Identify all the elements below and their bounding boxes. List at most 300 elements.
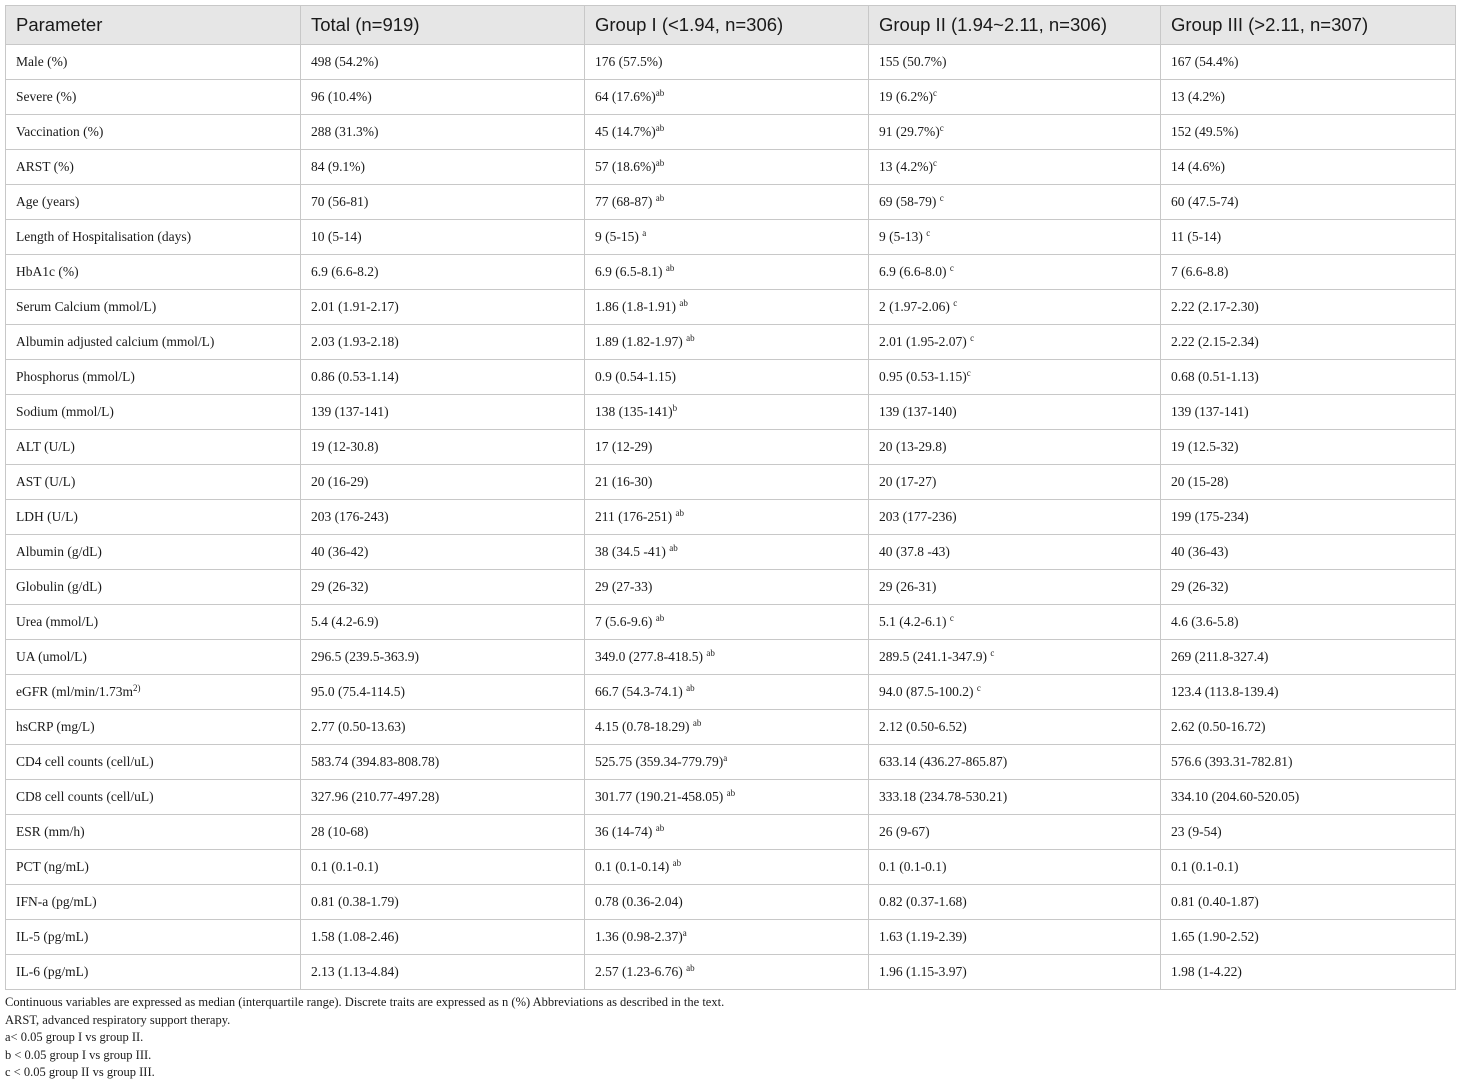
cell-parameter-value: ESR (mm/h): [16, 824, 85, 839]
cell-group-1-value: 349.0 (277.8-418.5): [595, 649, 707, 664]
cell-parameter-value: Phosphorus (mmol/L): [16, 369, 135, 384]
cell-group-3-value: 19 (12.5-32): [1171, 439, 1239, 454]
table-row: [6, 45, 1456, 80]
cell-group-1: [585, 185, 869, 220]
significance-marker: c: [949, 263, 954, 273]
cell-group-2-value: 20 (17-27): [879, 474, 937, 489]
significance-marker: c: [970, 333, 975, 343]
cell-group-1: [585, 885, 869, 920]
cell-group-3: [1161, 710, 1456, 745]
cell-parameter-value: UA (umol/L): [16, 649, 87, 664]
significance-marker: ab: [655, 123, 665, 133]
cell-group-1-value: 1.86 (1.8-1.91): [595, 299, 680, 314]
cell-total: [301, 850, 585, 885]
cell-group-1-value: 211 (176-251): [595, 509, 676, 524]
significance-marker: ab: [692, 718, 702, 728]
cell-group-3-value: 123.4 (113.8-139.4): [1171, 684, 1279, 699]
cell-group-2: [869, 150, 1161, 185]
cell-parameter: [6, 290, 301, 325]
header-group-3: Group III (>2.11, n=307): [1161, 6, 1456, 45]
cell-total-value: 2.03 (1.93-2.18): [311, 334, 399, 349]
cell-group-1-value: 4.15 (0.78-18.29): [595, 719, 693, 734]
cell-parameter-value: eGFR (ml/min/1.73m: [16, 684, 134, 699]
cell-group-1: [585, 500, 869, 535]
cell-group-2-value: 0.82 (0.37-1.68): [879, 894, 967, 909]
cell-total-value: 10 (5-14): [311, 229, 362, 244]
cell-total-value: 2.77 (0.50-13.63): [311, 719, 406, 734]
cell-group-2-value: 2.01 (1.95-2.07): [879, 334, 971, 349]
cell-group-2: [869, 535, 1161, 570]
cell-group-2: [869, 185, 1161, 220]
cell-group-1: [585, 675, 869, 710]
cell-group-3-value: 23 (9-54): [1171, 824, 1222, 839]
cell-group-3: [1161, 290, 1456, 325]
cell-group-2-value: 203 (177-236): [879, 509, 957, 524]
header-row: [6, 6, 1456, 45]
cell-total-value: 327.96 (210.77-497.28): [311, 789, 440, 804]
cell-group-1: [585, 465, 869, 500]
significance-marker: ab: [665, 263, 675, 273]
cell-group-3-value: 40 (36-43): [1171, 544, 1229, 559]
cell-parameter: [6, 570, 301, 605]
cell-group-3: [1161, 360, 1456, 395]
cell-parameter: [6, 80, 301, 115]
cell-group-3-value: 0.68 (0.51-1.13): [1171, 369, 1259, 384]
cell-group-3: [1161, 115, 1456, 150]
cell-group-3: [1161, 535, 1456, 570]
cell-group-3: [1161, 500, 1456, 535]
cell-total-value: 2.01 (1.91-2.17): [311, 299, 399, 314]
table-row: [6, 80, 1456, 115]
table-row: [6, 360, 1456, 395]
cell-group-2-value: 29 (26-31): [879, 579, 937, 594]
cell-total: [301, 885, 585, 920]
cell-parameter-value: Serum Calcium (mmol/L): [16, 299, 157, 314]
cell-group-3-value: 20 (15-28): [1171, 474, 1229, 489]
cell-parameter: [6, 815, 301, 850]
cell-group-3-value: 0.1 (0.1-0.1): [1171, 859, 1239, 874]
cell-total: [301, 920, 585, 955]
table-row: [6, 920, 1456, 955]
significance-marker: ab: [686, 333, 695, 343]
cell-group-3-value: 269 (211.8-327.4): [1171, 649, 1269, 664]
cell-group-2: [869, 815, 1161, 850]
cell-group-2-value: 20 (13-29.8): [879, 439, 947, 454]
cell-total: [301, 150, 585, 185]
cell-group-3: [1161, 640, 1456, 675]
significance-marker: c: [933, 158, 937, 168]
cell-group-1-value: 21 (16-30): [595, 474, 653, 489]
table-row: [6, 885, 1456, 920]
cell-group-3: [1161, 675, 1456, 710]
cell-group-2-value: 0.1 (0.1-0.1): [879, 859, 947, 874]
cell-group-1: [585, 290, 869, 325]
significance-marker: c: [926, 228, 931, 238]
cell-group-2-value: 1.63 (1.19-2.39): [879, 929, 967, 944]
cell-parameter: [6, 745, 301, 780]
cell-total: [301, 395, 585, 430]
cell-group-3: [1161, 150, 1456, 185]
cell-total-value: 0.81 (0.38-1.79): [311, 894, 399, 909]
significance-marker: c: [939, 123, 944, 133]
significance-marker: c: [939, 193, 944, 203]
cell-group-2-value: 13 (4.2%): [879, 159, 933, 174]
cell-group-1-value: 77 (68-87): [595, 194, 656, 209]
cell-group-1: [585, 430, 869, 465]
cell-group-2: [869, 430, 1161, 465]
cell-parameter-value: LDH (U/L): [16, 509, 78, 524]
cell-parameter-value: CD8 cell counts (cell/uL): [16, 789, 154, 804]
cell-group-2: [869, 605, 1161, 640]
cell-parameter-value: Albumin (g/dL): [16, 544, 102, 559]
cell-group-3: [1161, 920, 1456, 955]
cell-group-3: [1161, 185, 1456, 220]
cell-total-value: 583.74 (394.83-808.78): [311, 754, 440, 769]
significance-marker: ab: [706, 648, 715, 658]
cell-group-2-value: 69 (58-79): [879, 194, 940, 209]
cell-parameter: [6, 850, 301, 885]
cell-total-value: 40 (36-42): [311, 544, 369, 559]
cell-parameter: [6, 605, 301, 640]
cell-group-3-value: 2.62 (0.50-16.72): [1171, 719, 1266, 734]
table-row: [6, 290, 1456, 325]
table-row: [6, 500, 1456, 535]
cell-parameter-value: PCT (ng/mL): [16, 859, 89, 874]
cell-group-1-value: 7 (5.6-9.6): [595, 614, 656, 629]
cell-total-value: 29 (26-32): [311, 579, 369, 594]
cell-parameter-value: Urea (mmol/L): [16, 614, 99, 629]
table-row: [6, 255, 1456, 290]
cell-total-value: 288 (31.3%): [311, 124, 379, 139]
header-group-2: Group II (1.94~2.11, n=306): [869, 6, 1161, 45]
cell-group-2: [869, 220, 1161, 255]
cell-group-1: [585, 780, 869, 815]
significance-marker: ab: [686, 683, 695, 693]
footnotes: [5, 994, 1455, 1082]
cell-group-1-value: 2.57 (1.23-6.76): [595, 964, 687, 979]
cell-total-value: 1.58 (1.08-2.46): [311, 929, 399, 944]
cell-total: [301, 815, 585, 850]
significance-marker: c: [953, 298, 958, 308]
cell-group-2-value: 40 (37.8 -43): [879, 544, 950, 559]
table-row: [6, 640, 1456, 675]
cell-parameter-value: Vaccination (%): [16, 124, 104, 139]
cell-total: [301, 115, 585, 150]
cell-group-3: [1161, 570, 1456, 605]
cell-total-value: 6.9 (6.6-8.2): [311, 264, 379, 279]
footnote-line: Continuous variables are expressed as median (interquartile range). Discrete traits are expressed as n (%) Abbreviations as described in the text.: [5, 995, 725, 1009]
cell-total: [301, 360, 585, 395]
cell-group-2-value: 19 (6.2%): [879, 89, 933, 104]
significance-marker: ab: [655, 613, 665, 623]
cell-parameter-value: IFN-a (pg/mL): [16, 894, 97, 909]
cell-group-1: [585, 45, 869, 80]
cell-group-2: [869, 395, 1161, 430]
cell-total-value: 139 (137-141): [311, 404, 389, 419]
cell-total: [301, 780, 585, 815]
cell-group-1-value: 138 (135-141): [595, 404, 673, 419]
significance-marker: ab: [686, 963, 695, 973]
cell-parameter: [6, 885, 301, 920]
cell-group-3: [1161, 850, 1456, 885]
cell-group-2-value: 5.1 (4.2-6.1): [879, 614, 950, 629]
cell-total: [301, 465, 585, 500]
cell-group-1: [585, 150, 869, 185]
cell-group-3: [1161, 325, 1456, 360]
cell-parameter: [6, 780, 301, 815]
cell-group-2-value: 139 (137-140): [879, 404, 957, 419]
cell-group-1: [585, 80, 869, 115]
cell-group-3: [1161, 45, 1456, 80]
cell-group-2: [869, 885, 1161, 920]
cell-total-value: 19 (12-30.8): [311, 439, 379, 454]
cell-group-2: [869, 45, 1161, 80]
cell-total-value: 203 (176-243): [311, 509, 389, 524]
cell-parameter-value: Severe (%): [16, 89, 77, 104]
table-row: [6, 150, 1456, 185]
footnote-line: a< 0.05 group I vs group II.: [5, 1030, 144, 1044]
table-row: [6, 780, 1456, 815]
significance-marker: 2): [133, 683, 141, 693]
cell-group-2: [869, 500, 1161, 535]
cell-group-1: [585, 920, 869, 955]
table-row: [6, 430, 1456, 465]
cell-total: [301, 710, 585, 745]
cell-group-3-value: 2.22 (2.17-2.30): [1171, 299, 1259, 314]
cell-total-value: 296.5 (239.5-363.9): [311, 649, 419, 664]
table-row: [6, 955, 1456, 990]
cell-group-2: [869, 570, 1161, 605]
cell-parameter: [6, 115, 301, 150]
cell-group-3: [1161, 885, 1456, 920]
cell-group-3: [1161, 745, 1456, 780]
cell-parameter-value: AST (U/L): [16, 474, 76, 489]
cell-total-value: 70 (56-81): [311, 194, 369, 209]
cell-group-1: [585, 745, 869, 780]
cell-group-2: [869, 710, 1161, 745]
cell-group-2: [869, 955, 1161, 990]
cell-parameter-value: HbA1c (%): [16, 264, 79, 279]
cell-group-1-value: 525.75 (359.34-779.79): [595, 754, 724, 769]
significance-marker: ab: [669, 543, 678, 553]
cell-total: [301, 325, 585, 360]
cell-total: [301, 605, 585, 640]
cell-group-2-value: 2.12 (0.50-6.52): [879, 719, 967, 734]
cell-total: [301, 675, 585, 710]
cell-parameter: [6, 465, 301, 500]
cell-group-3-value: 29 (26-32): [1171, 579, 1229, 594]
cell-group-3-value: 11 (5-14): [1171, 229, 1222, 244]
cell-group-2: [869, 780, 1161, 815]
cell-group-3: [1161, 80, 1456, 115]
cell-total-value: 96 (10.4%): [311, 89, 372, 104]
significance-marker: ab: [672, 858, 682, 868]
cell-group-3-value: 1.65 (1.90-2.52): [1171, 929, 1259, 944]
cell-total-value: 0.1 (0.1-0.1): [311, 859, 379, 874]
cell-parameter: [6, 360, 301, 395]
cell-total: [301, 255, 585, 290]
significance-marker: ab: [655, 193, 665, 203]
significance-marker: c: [966, 368, 971, 378]
cell-parameter: [6, 955, 301, 990]
cell-group-2: [869, 325, 1161, 360]
cell-group-3-value: 334.10 (204.60-520.05): [1171, 789, 1300, 804]
cell-group-1-value: 64 (17.6%): [595, 89, 656, 104]
cell-group-3-value: 7 (6.6-8.8): [1171, 264, 1229, 279]
cell-parameter: [6, 710, 301, 745]
table-row: [6, 745, 1456, 780]
cell-group-1-value: 45 (14.7%): [595, 124, 656, 139]
cell-parameter-value: IL-5 (pg/mL): [16, 929, 89, 944]
cell-group-2-value: 1.96 (1.15-3.97): [879, 964, 967, 979]
cell-group-1-value: 17 (12-29): [595, 439, 653, 454]
table-row: [6, 115, 1456, 150]
cell-total: [301, 640, 585, 675]
cell-group-3: [1161, 220, 1456, 255]
cell-total-value: 498 (54.2%): [311, 54, 379, 69]
cell-group-2: [869, 640, 1161, 675]
significance-marker: ab: [655, 823, 665, 833]
cell-group-2: [869, 675, 1161, 710]
significance-marker: ab: [655, 158, 665, 168]
cell-parameter: [6, 430, 301, 465]
table-row: [6, 185, 1456, 220]
significance-marker: ab: [655, 88, 665, 98]
cell-group-2: [869, 850, 1161, 885]
cell-group-1: [585, 360, 869, 395]
cell-parameter-value: Age (years): [16, 194, 80, 209]
cell-total-value: 20 (16-29): [311, 474, 369, 489]
cell-parameter: [6, 500, 301, 535]
table-row: [6, 710, 1456, 745]
cell-parameter: [6, 255, 301, 290]
cell-group-2: [869, 920, 1161, 955]
cell-parameter: [6, 45, 301, 80]
cell-group-1-value: 57 (18.6%): [595, 159, 656, 174]
cell-total: [301, 80, 585, 115]
significance-marker: ab: [726, 788, 736, 798]
cell-total-value: 0.86 (0.53-1.14): [311, 369, 399, 384]
table-row: [6, 535, 1456, 570]
cell-parameter: [6, 220, 301, 255]
cell-parameter-value: IL-6 (pg/mL): [16, 964, 89, 979]
cell-group-3: [1161, 465, 1456, 500]
cell-group-1: [585, 115, 869, 150]
cell-group-1-value: 1.89 (1.82-1.97): [595, 334, 687, 349]
cell-parameter-value: ALT (U/L): [16, 439, 75, 454]
cell-group-2: [869, 745, 1161, 780]
significance-marker: c: [933, 88, 937, 98]
data-table: [5, 5, 1456, 990]
cell-group-1-value: 0.9 (0.54-1.15): [595, 369, 676, 384]
cell-total: [301, 745, 585, 780]
cell-parameter-value: Albumin adjusted calcium (mmol/L): [16, 334, 215, 349]
cell-group-2: [869, 360, 1161, 395]
cell-total-value: 84 (9.1%): [311, 159, 365, 174]
table-row: [6, 465, 1456, 500]
cell-group-1-value: 0.78 (0.36-2.04): [595, 894, 683, 909]
cell-group-3: [1161, 780, 1456, 815]
table-container: [5, 5, 1455, 1082]
cell-group-1-value: 29 (27-33): [595, 579, 653, 594]
cell-group-1-value: 9 (5-15): [595, 229, 643, 244]
cell-group-1-value: 176 (57.5%): [595, 54, 663, 69]
significance-marker: a: [642, 228, 647, 238]
cell-group-1: [585, 850, 869, 885]
cell-group-1: [585, 640, 869, 675]
cell-group-3-value: 139 (137-141): [1171, 404, 1249, 419]
cell-group-2-value: 633.14 (436.27-865.87): [879, 754, 1008, 769]
cell-group-1-value: 0.1 (0.1-0.14): [595, 859, 673, 874]
cell-total-value: 28 (10-68): [311, 824, 369, 839]
cell-total: [301, 535, 585, 570]
cell-group-2-value: 2 (1.97-2.06): [879, 299, 954, 314]
cell-group-1-value: 6.9 (6.5-8.1): [595, 264, 666, 279]
cell-group-3-value: 152 (49.5%): [1171, 124, 1239, 139]
cell-parameter: [6, 150, 301, 185]
table-row: [6, 395, 1456, 430]
cell-parameter-value: hsCRP (mg/L): [16, 719, 95, 734]
cell-group-1: [585, 955, 869, 990]
cell-total-value: 2.13 (1.13-4.84): [311, 964, 399, 979]
cell-group-3: [1161, 395, 1456, 430]
footnote-line: b < 0.05 group I vs group III.: [5, 1047, 152, 1062]
cell-group-2: [869, 115, 1161, 150]
cell-parameter-value: ARST (%): [16, 159, 74, 174]
cell-parameter-value: CD4 cell counts (cell/uL): [16, 754, 154, 769]
cell-group-1: [585, 535, 869, 570]
cell-parameter: [6, 395, 301, 430]
cell-total: [301, 220, 585, 255]
cell-parameter-value: Sodium (mmol/L): [16, 404, 114, 419]
cell-group-2-value: 0.95 (0.53-1.15): [879, 369, 967, 384]
cell-parameter: [6, 920, 301, 955]
cell-parameter: [6, 640, 301, 675]
cell-group-3-value: 60 (47.5-74): [1171, 194, 1239, 209]
cell-parameter: [6, 675, 301, 710]
significance-marker: b: [672, 403, 678, 413]
cell-group-2: [869, 80, 1161, 115]
table-row: [6, 850, 1456, 885]
significance-marker: ab: [675, 508, 684, 518]
cell-total: [301, 430, 585, 465]
header-parameter: Parameter: [6, 6, 301, 45]
cell-group-2-value: 91 (29.7%): [879, 124, 940, 139]
cell-group-3-value: 0.81 (0.40-1.87): [1171, 894, 1259, 909]
cell-parameter: [6, 185, 301, 220]
significance-marker: c: [976, 683, 981, 693]
cell-group-3-value: 1.98 (1-4.22): [1171, 964, 1242, 979]
cell-total: [301, 955, 585, 990]
cell-total: [301, 185, 585, 220]
cell-group-2-value: 6.9 (6.6-8.0): [879, 264, 950, 279]
cell-parameter-value: Male (%): [16, 54, 68, 69]
table-row: [6, 220, 1456, 255]
footnote-line: c < 0.05 group II vs group III.: [5, 1065, 155, 1079]
cell-group-1-value: 36 (14-74): [595, 824, 656, 839]
cell-group-3-value: 14 (4.6%): [1171, 159, 1225, 174]
cell-group-3-value: 4.6 (3.6-5.8): [1171, 614, 1239, 629]
cell-group-3: [1161, 255, 1456, 290]
footnote-line: ARST, advanced respiratory support therapy.: [5, 1012, 231, 1027]
significance-marker: a: [723, 753, 728, 763]
cell-group-2: [869, 290, 1161, 325]
cell-group-3-value: 13 (4.2%): [1171, 89, 1225, 104]
cell-group-3-value: 2.22 (2.15-2.34): [1171, 334, 1259, 349]
cell-group-2-value: 26 (9-67): [879, 824, 930, 839]
cell-group-2-value: 9 (5-13): [879, 229, 927, 244]
cell-group-1-value: 38 (34.5 -41): [595, 544, 670, 559]
